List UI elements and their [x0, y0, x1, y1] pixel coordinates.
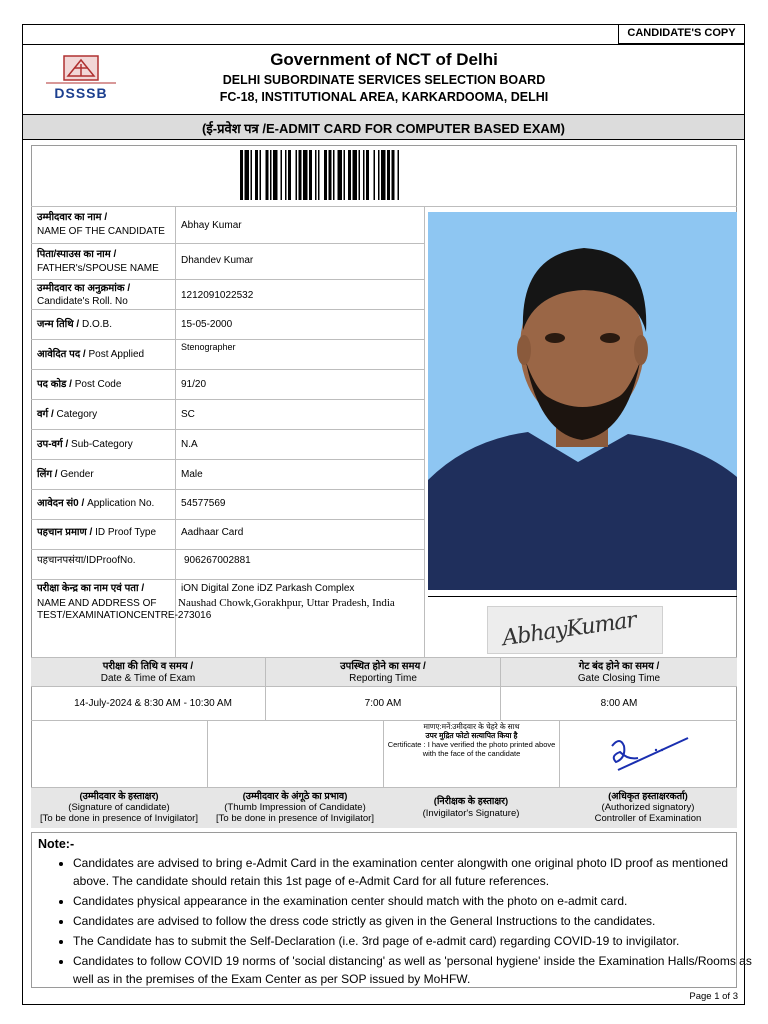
field-label-en: Sub-Category — [71, 439, 133, 450]
value-column-divider — [424, 207, 425, 657]
barcode-bar — [366, 150, 369, 200]
row-rule — [31, 243, 424, 244]
sig-label-hi: (अधिकृत हस्ताक्षरकर्ता) — [608, 791, 688, 802]
exam-date-header-en: Date & Time of Exam — [100, 673, 196, 684]
row-rule — [31, 519, 424, 520]
row-rule — [31, 279, 424, 280]
barcode-rule — [31, 206, 737, 207]
barcode-bar — [353, 150, 358, 200]
reporting-time-header-hi: उपस्थित होने का समय / — [340, 661, 426, 672]
field-label — [37, 379, 121, 391]
sig-label-en1: (Thumb Impression of Candidate) — [224, 802, 366, 813]
field-value-sub-category: N.A — [181, 439, 198, 450]
candidate-signature-label — [31, 791, 207, 824]
field-label-en: NAME OF THE CANDIDATE — [37, 226, 165, 237]
barcode-bar — [392, 150, 395, 200]
reporting-time-value: 7:00 AM — [364, 698, 402, 709]
barcode-bar — [338, 150, 343, 200]
reporting-time-header — [266, 661, 500, 685]
field-value-id-no: 906267002881 — [184, 555, 251, 566]
field-value-roll: 1212091022532 — [181, 290, 254, 301]
sig-label-en1: (Invigilator's Signature) — [422, 808, 520, 819]
centre-label-en1: NAME AND ADDRESS OF — [37, 598, 157, 609]
note-item: • Candidates physical appearance in the examination center should match with the photo on e-admit card. — [73, 892, 761, 910]
field-label-hi: वर्ग / — [37, 409, 54, 420]
exam-date-header-hi: परीक्षा की तिथि व समय / — [102, 661, 194, 672]
row-rule — [31, 369, 424, 370]
row-rule — [31, 459, 424, 460]
barcode-bar — [288, 150, 291, 200]
barcode-bar — [348, 150, 351, 200]
note-list — [38, 854, 761, 990]
centre-label-hi: परीक्षा केन्द्र का नाम एवं पता / — [37, 583, 145, 594]
sig-label-en1: (Signature of candidate) — [68, 802, 170, 813]
exam-date-header — [31, 661, 265, 685]
field-label — [37, 349, 144, 361]
barcode-bar — [270, 150, 272, 200]
gate-closing-header — [501, 661, 737, 685]
barcode-bar — [245, 150, 250, 200]
candidate-copy-label: CANDIDATE'S COPY — [627, 27, 736, 39]
board-address: FC-18, INSTITUTIONAL AREA, KARKARDOOMA, DELHI — [219, 90, 549, 104]
field-label-hi: जन्म तिथि / — [37, 319, 80, 330]
controller-signature-image — [598, 730, 698, 778]
field-value-name: Abhay Kumar — [181, 220, 242, 231]
timing-header-rule — [31, 686, 737, 687]
certificate-hi-1: माणए:मनें:उमीदवार के चेहरे के साथ — [423, 722, 520, 731]
gate-closing-header-en: Gate Closing Time — [577, 673, 661, 684]
barcode-bar — [333, 150, 335, 200]
field-label-hi: उम्मीदवार का नाम / — [37, 212, 108, 223]
gov-title: Government of NCT of Delhi — [270, 50, 498, 69]
invigilator-certificate — [384, 722, 559, 758]
barcode-bar — [309, 150, 312, 200]
field-label-hi: लिंग / — [37, 469, 58, 480]
field-label-en: Gender — [60, 469, 94, 480]
barcode-bar — [344, 150, 346, 200]
sig-label-hi: (निरीक्षक के हस्ताक्षर) — [433, 796, 509, 807]
barcode — [240, 150, 530, 200]
barcode-bar — [303, 150, 308, 200]
sig-label-en2: [To be done in presence of Invigilator] — [216, 813, 374, 824]
field-value-id-type: Aadhaar Card — [181, 527, 244, 538]
thumb-impression-label — [207, 791, 383, 824]
field-value-dob: 15-05-2000 — [181, 319, 233, 330]
reporting-time-header-en: Reporting Time — [349, 673, 417, 684]
field-label-en: ID Proof Type — [95, 527, 157, 538]
field-label-hi: उप-वर्ग / — [37, 439, 69, 450]
note-title: Note:- — [38, 837, 75, 851]
page-number: Page 1 of 3 — [689, 991, 738, 1002]
gate-closing-header-hi: गेट बंद होने का समय / — [578, 661, 660, 672]
certificate-en: Certificate : I have verified the photo printed above with the face of the candidate — [387, 740, 556, 758]
field-label-en: Category — [56, 409, 98, 420]
field-label — [37, 469, 94, 481]
barcode-bar — [359, 150, 361, 200]
barcode-bar — [381, 150, 386, 200]
banner-title: (ई-प्रवेश पत्र /E-ADMIT CARD FOR COMPUTER BASED EXAM) — [202, 121, 565, 136]
field-label: पहचानपसंया/IDProofNo. — [37, 555, 136, 566]
field-label — [37, 409, 97, 421]
invigilator-signature-label — [383, 796, 559, 820]
field-value-application: 54577569 — [181, 498, 226, 509]
authorized-signatory-label — [559, 791, 737, 824]
row-rule — [31, 549, 424, 550]
board-name: DELHI SUBORDINATE SERVICES SELECTION BOARD — [222, 73, 546, 87]
centre-line-2: Naushad Chowk,Gorakhpur, Uttar Pradesh, India — [178, 597, 395, 609]
sig-label-en2: [To be done in presence of Invigilator] — [40, 813, 198, 824]
barcode-bar — [260, 150, 262, 200]
barcode-bar — [285, 150, 287, 200]
field-label-en: Post Code — [74, 379, 122, 390]
barcode-bar — [324, 150, 327, 200]
barcode-bar — [273, 150, 278, 200]
field-label-en: Post Applied — [88, 349, 145, 360]
field-label-hi: उम्मीदवार का अनुक्रमांक / — [37, 283, 131, 294]
signature-text: AbhayKumar — [500, 607, 638, 652]
field-label — [37, 319, 112, 331]
field-value-category: SC — [181, 409, 195, 420]
candidate-signature-image — [487, 606, 663, 654]
row-rule — [31, 429, 424, 430]
barcode-bar — [266, 150, 269, 200]
label-column-divider — [175, 207, 176, 657]
field-label-hi: पद कोड / — [37, 379, 72, 390]
barcode-bar — [318, 150, 320, 200]
barcode-bar — [299, 150, 302, 200]
barcode-bar — [281, 150, 283, 200]
barcode-bar — [374, 150, 376, 200]
field-label-en: FATHER's/SPOUSE NAME — [37, 263, 159, 274]
sig-label-hi: (उम्मीदवार के अंगूठे का प्रभाव) — [242, 791, 348, 802]
field-label — [37, 527, 156, 539]
note-item: • Candidates are advised to bring e-Admit Card in the examination center alongwith one original photo ID proof as mentioned above. The candidate should retain this 1st page of e-Admit Card for all future references. — [73, 854, 761, 890]
barcode-bar — [296, 150, 298, 200]
note-item: • Candidates are advised to follow the dress code strictly as given in the General Instructions to the candidates. — [73, 912, 761, 930]
barcode-bar — [329, 150, 332, 200]
field-label-en: D.O.B. — [81, 319, 112, 330]
barcode-bar — [251, 150, 253, 200]
field-value-father: Dhandev Kumar — [181, 255, 254, 266]
field-label-hi: आवेदन सं0 / — [37, 498, 85, 509]
barcode-bar — [378, 150, 380, 200]
barcode-bar — [387, 150, 390, 200]
field-label-hi: पहचान प्रमाण / — [37, 527, 93, 538]
field-label — [37, 498, 154, 510]
header-top-rule — [22, 44, 745, 45]
candidate-photo — [428, 212, 737, 590]
photo-underline — [428, 596, 737, 597]
sig-label-en1: (Authorized signatory) — [601, 802, 695, 813]
logo-text: DSSSB — [54, 85, 108, 101]
field-label-hi: आवेदित पद / — [37, 349, 86, 360]
field-value-gender: Male — [181, 469, 203, 480]
row-rule — [31, 399, 424, 400]
centre-line-1: iON Digital Zone iDZ Parkash Complex — [181, 583, 355, 594]
barcode-bar — [240, 150, 243, 200]
field-value-post: Stenographer — [181, 342, 236, 352]
centre-label-en2: TEST/EXAMINATIONCENTRE-273016 — [37, 610, 212, 621]
barcode-bar — [315, 150, 317, 200]
dsssb-logo — [40, 52, 122, 100]
row-rule — [31, 579, 424, 580]
row-rule — [31, 309, 424, 310]
note-item: • The Candidate has to submit the Self-Declaration (i.e. 3rd page of e-admit card) regarding COVID-19 to invigilator. — [73, 932, 761, 950]
barcode-bar — [398, 150, 400, 200]
certificate-hi-2: उपर मुद्रित फोटो सत्यापित किया है — [425, 731, 518, 740]
sig-label-en2: Controller of Examination — [594, 813, 702, 824]
note-item: • Candidates to follow COVID 19 norms of 'social distancing' as well as 'personal hygiene' inside the Examination Halls/Rooms as well as in the premises of the Exam Center as per SOP issued by MoHFW. — [73, 952, 761, 988]
timing-bottom-rule — [31, 720, 737, 721]
field-label-en: Application No. — [87, 498, 155, 509]
field-value-post-code: 91/20 — [181, 379, 207, 390]
field-label — [37, 439, 133, 451]
field-label-hi: पिता/स्पाउस का नाम / — [37, 249, 117, 260]
barcode-bar — [363, 150, 365, 200]
row-rule — [31, 339, 424, 340]
gate-closing-value: 8:00 AM — [600, 698, 638, 709]
exam-date-value: 14-July-2024 & 8:30 AM - 10:30 AM — [74, 698, 232, 709]
row-rule — [31, 489, 424, 490]
sig-label-hi: (उम्मीदवार के हस्ताक्षर) — [79, 791, 159, 802]
barcode-bar — [255, 150, 258, 200]
field-label-en: Candidate's Roll. No — [37, 296, 128, 307]
